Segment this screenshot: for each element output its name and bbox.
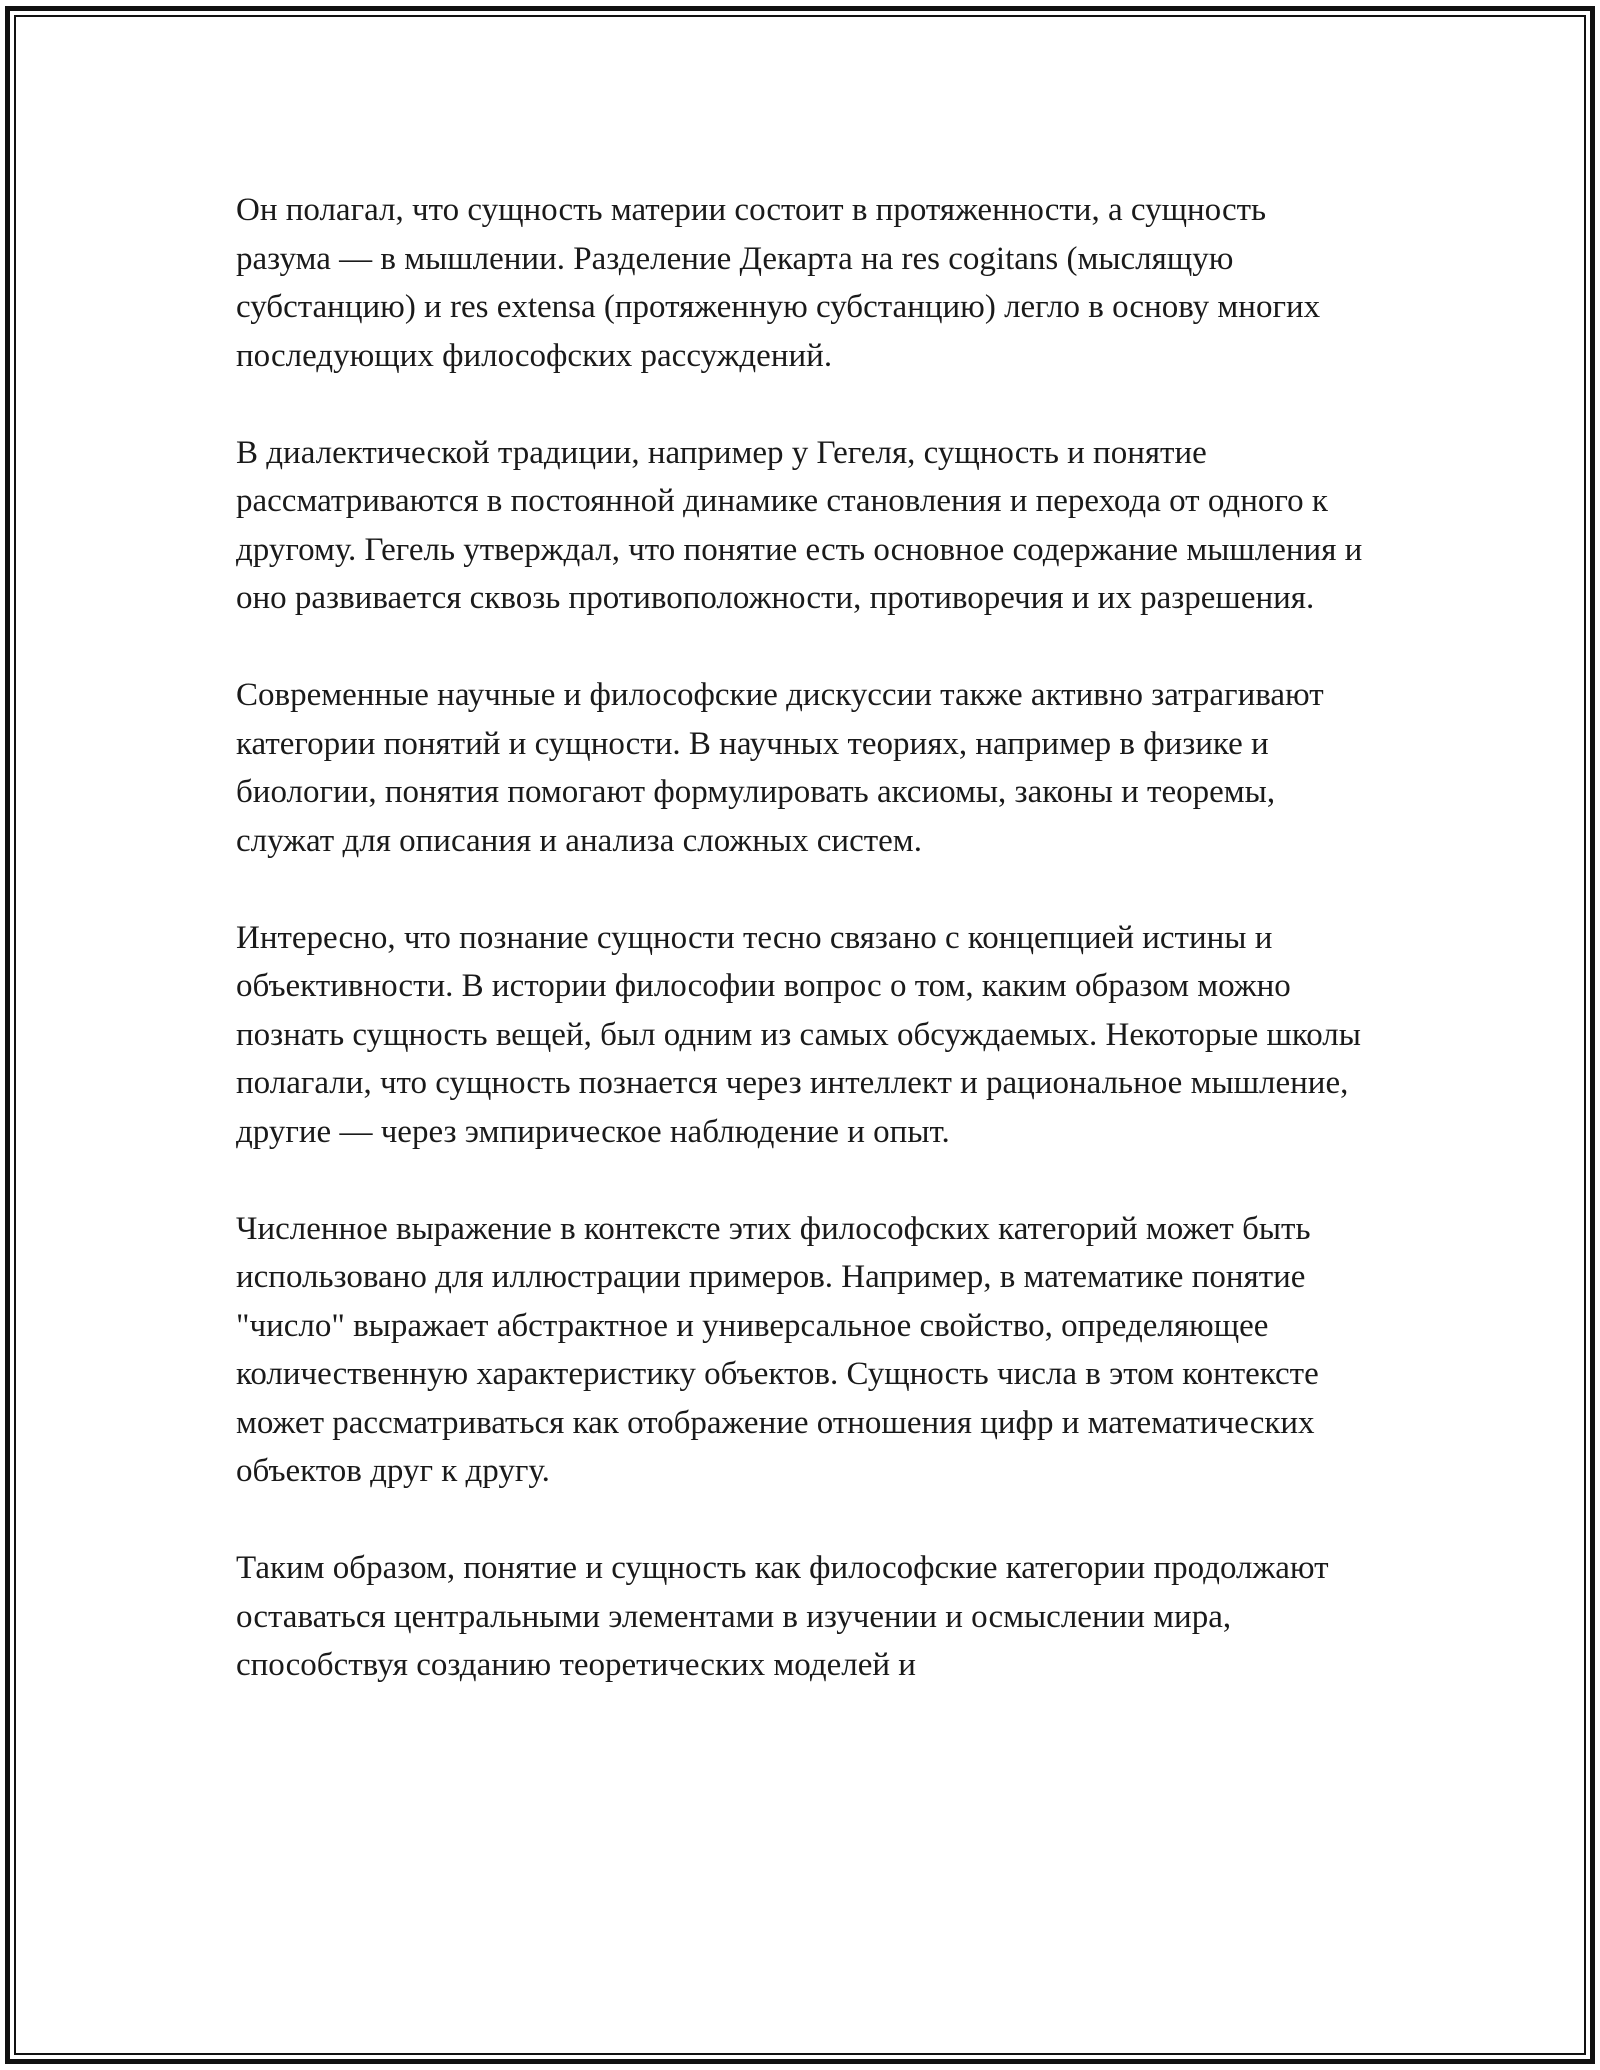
paragraph-hegel: В диалектической традиции, например у Гегеля, сущность и понятие рассматриваются в постоянной динамике становления и перехода от одного к другому. Гегель утверждал, что понятие есть основное содержание мышления и оно развивается сквозь противоположности, противоречия и их разрешения. [236, 434, 1363, 616]
paragraph-conclusion: Таким образом, понятие и сущность как философские категории продолжают оставаться центральными элементами в изучении и осмыслении мира, способствуя созданию теоретических моделей и [236, 1550, 1329, 1683]
paragraph-modern-discussions: Современные научные и философские дискуссии также активно затрагивают категории понятий и сущности. В научных теориях, например в физике и биологии, понятия помогают формулировать аксиомы, законы и теоремы, служат для описания и анализа сложных систем. [236, 677, 1324, 859]
paragraph-cognition-truth: Интересно, что познание сущности тесно связано с концепцией истины и объективности. В истории философии вопрос о том, каким образом можно познать сущность вещей, был одним из самых обсуждаемых. Некоторые школы полагали, что сущность познается через интеллект и рациональное мышление, другие — через эмпирическое наблюдение и опыт. [236, 919, 1361, 1150]
paragraph-descartes: Он полагал, что сущность материи состоит в протяженности, а сущность разума — в мышлении. Разделение Декарта на res cogitans (мыслящую субстанцию) и res extensa (протяженную субстанцию) легло в основу многих последующих философских рассуждений. [236, 192, 1321, 374]
paragraph-numerical-expression: Численное выражение в контексте этих философских категорий может быть использовано для иллюстрации примеров. Например, в математике понятие "число" выражает абстрактное и универсальное свойство, определяющее количественную характеристику объектов. Сущность числа в этом контексте может рассматриваться как отображение отношения цифр и математических объектов друг к другу. [236, 1210, 1319, 1489]
document-body [236, 186, 1366, 1738]
